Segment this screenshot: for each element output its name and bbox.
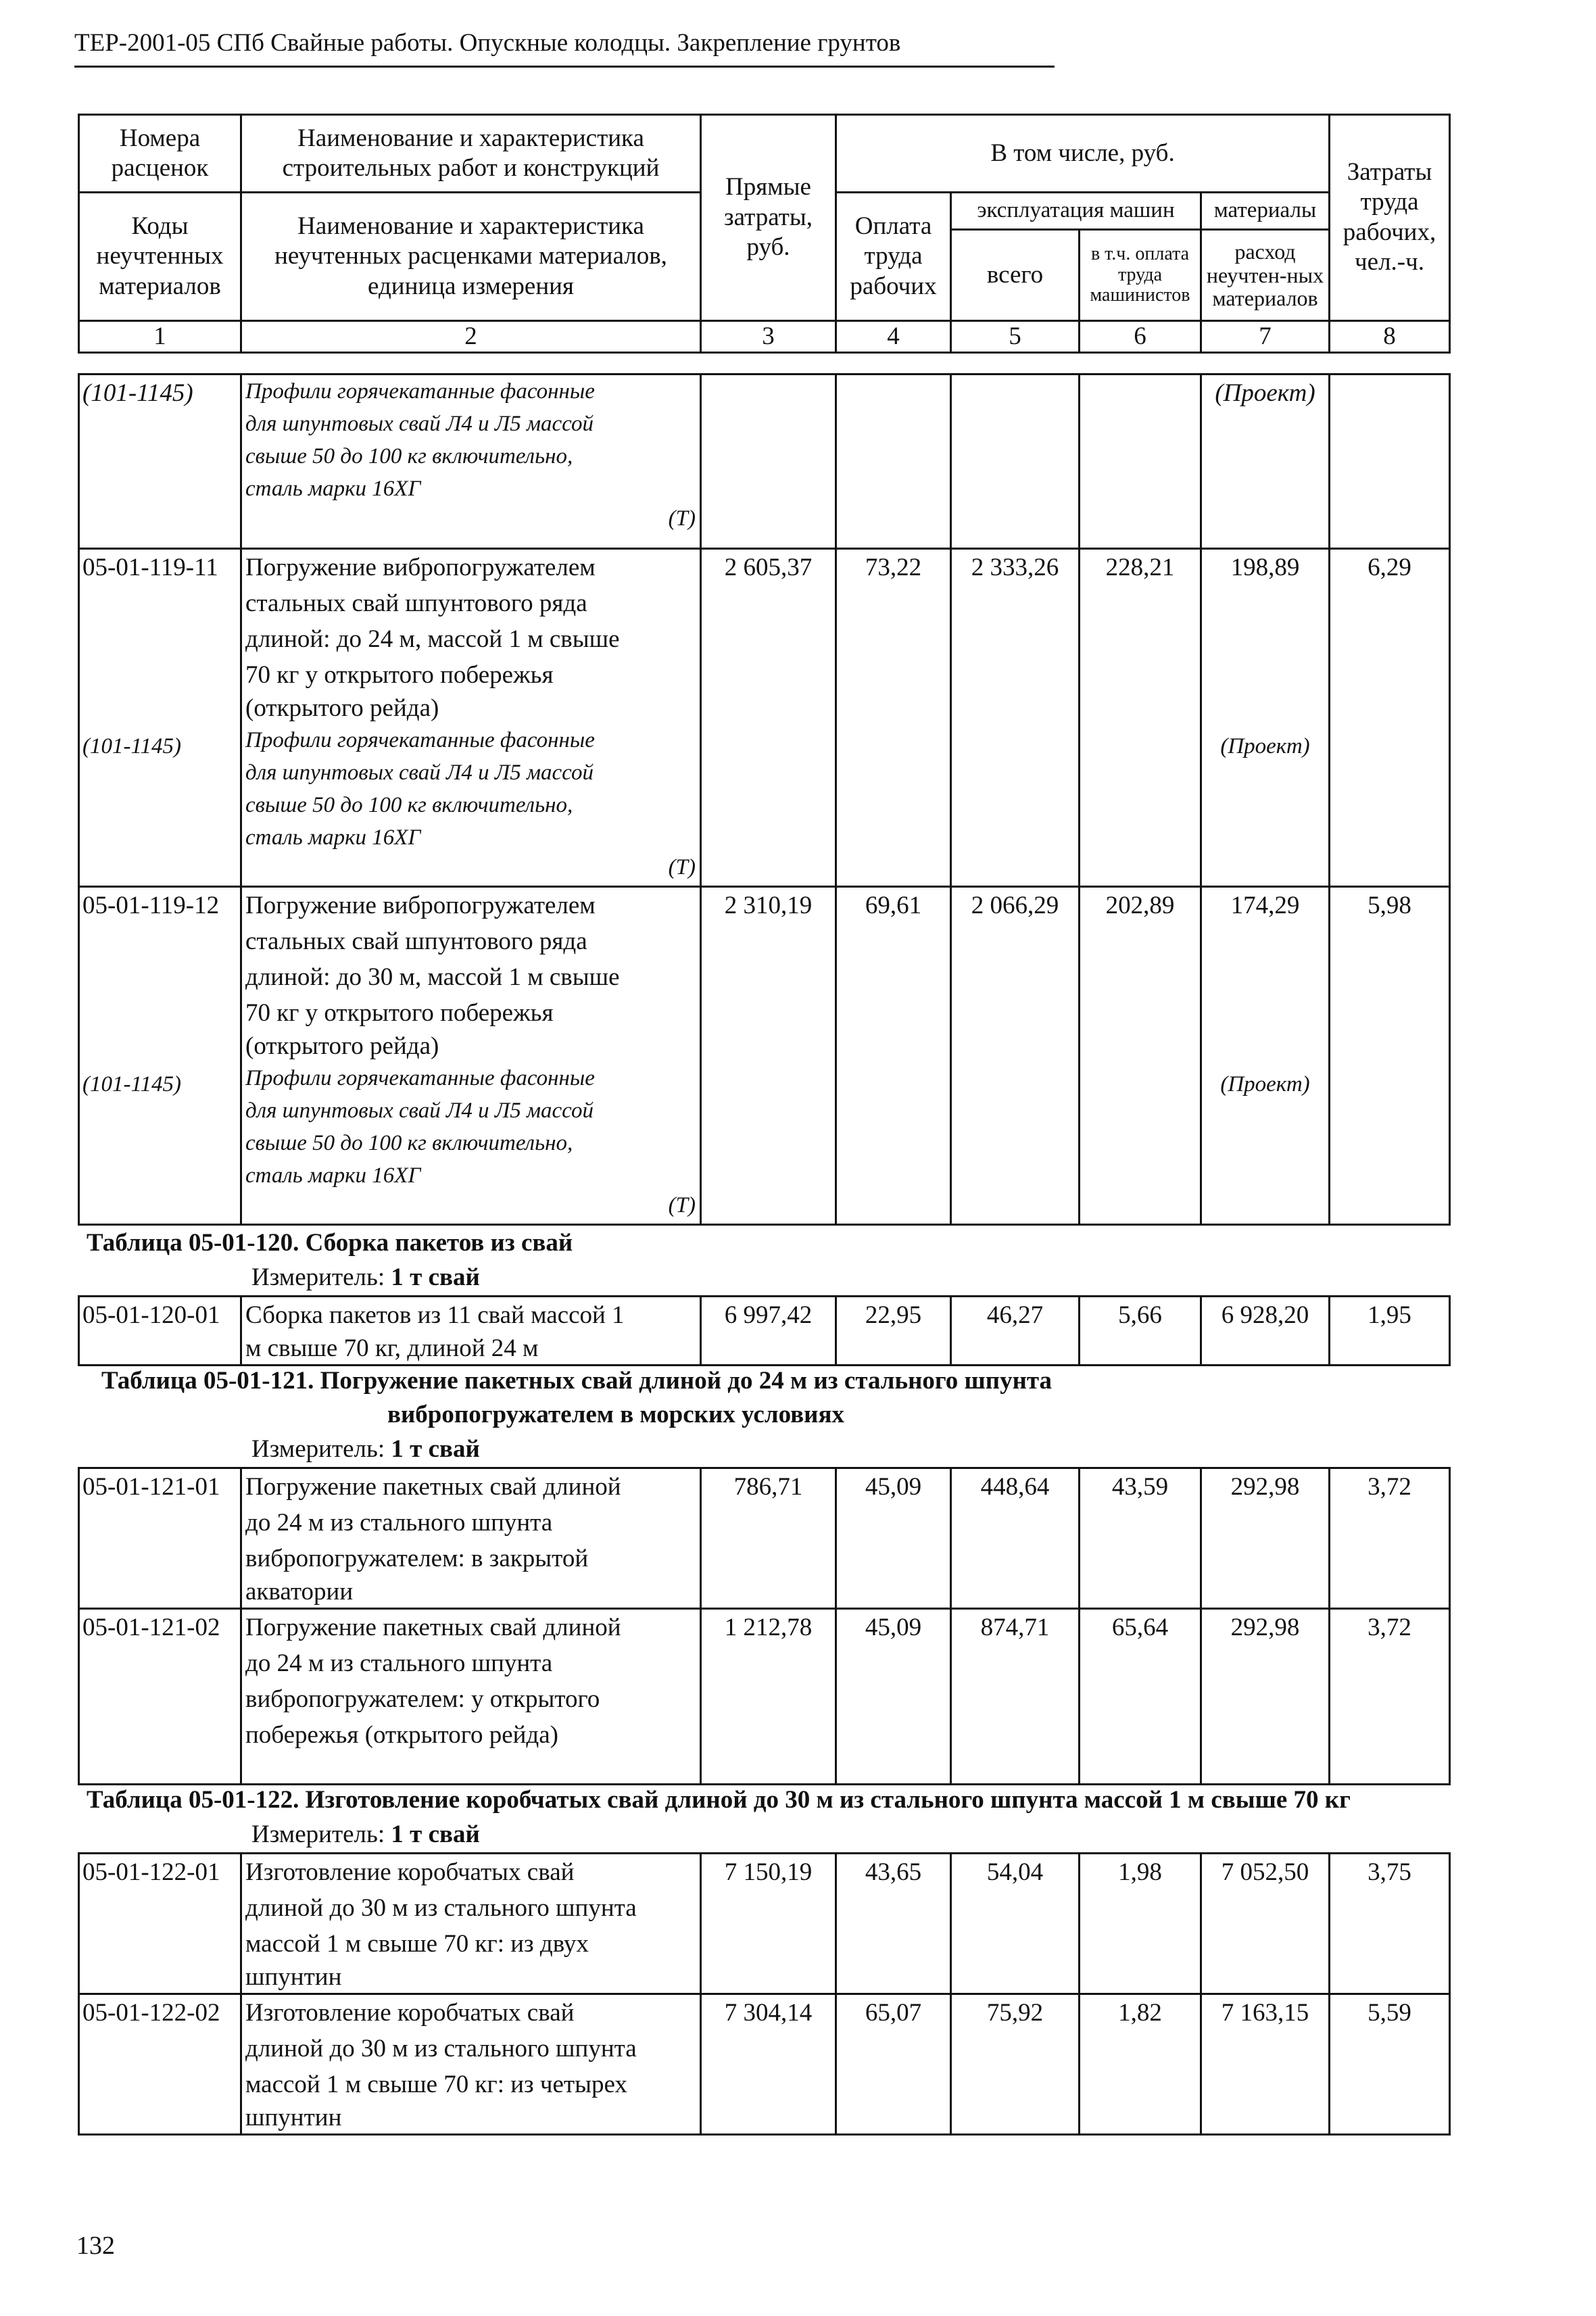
- direct-costs: 1 212,78: [701, 1609, 836, 1785]
- workload: 5,98: [1330, 887, 1450, 1225]
- rate-code: 05-01-120-01: [79, 1297, 241, 1366]
- material-line: Профили горячекатанные фасонные: [245, 379, 595, 404]
- col-num-2: 2: [241, 320, 701, 352]
- machines-total: 448,64: [951, 1468, 1080, 1609]
- operators-pay: 5,66: [1080, 1297, 1201, 1366]
- rate-description: Изготовление коробчатых свай длиной до 30 м из стального шпунта массой 1 м свыше 70 кг: из четырех шпунтин: [241, 1994, 701, 2135]
- operators-pay: 1,82: [1080, 1994, 1201, 2135]
- col-num-7: 7: [1201, 320, 1330, 352]
- material-description: [241, 375, 701, 549]
- machines-total: 75,92: [951, 1994, 1080, 2135]
- workload: 6,29: [1330, 549, 1450, 887]
- header-operators-pay: в т.ч. оплата труда машинистов: [1080, 230, 1201, 321]
- workload: 3,75: [1330, 1854, 1450, 1994]
- materials-cost: 198,89 (Проект): [1201, 549, 1330, 887]
- operators-pay: 202,89: [1080, 887, 1201, 1225]
- machines-total: 874,71: [951, 1609, 1080, 1785]
- table-row: [79, 1297, 1450, 1366]
- page-number: 132: [76, 2231, 115, 2260]
- material-code: (101-1145): [82, 1072, 182, 1096]
- rate-code: 05-01-122-02: [79, 1994, 241, 2135]
- material-line: свыше 50 до 100 кг включительно,: [245, 444, 573, 468]
- materials-cost: 7 163,15: [1201, 1994, 1330, 2135]
- material-mark: (Т): [668, 506, 696, 531]
- rate-description: Изготовление коробчатых свай длиной до 30 м из стального шпунта массой 1 м свыше 70 кг: из двух шпунтин: [241, 1854, 701, 1994]
- machines-total: 46,27: [951, 1297, 1080, 1366]
- header-materials: материалы: [1201, 193, 1330, 230]
- table-row: [79, 1994, 1450, 2135]
- col-num-1: 1: [79, 320, 241, 352]
- table-row: [79, 549, 1450, 887]
- rate-code: 05-01-122-01: [79, 1854, 241, 1994]
- workload: 1,95: [1330, 1297, 1450, 1366]
- labor-pay: 22,95: [836, 1297, 951, 1366]
- material-line: для шпунтовых свай Л4 и Л5 массой: [245, 412, 594, 436]
- table-row: [79, 1468, 1450, 1609]
- operators-pay: 43,59: [1080, 1468, 1201, 1609]
- operators-pay: 1,98: [1080, 1854, 1201, 1994]
- table-121-measure: Измеритель: 1 т свай: [251, 1435, 480, 1463]
- direct-costs: 7 150,19: [701, 1854, 836, 1994]
- header-machines-total: всего: [951, 230, 1080, 321]
- rate-description: Погружение пакетных свай длиной до 24 м из стального шпунта вибропогружателем: у открытого побережья (открытого рейда): [241, 1609, 701, 1785]
- table-row: [79, 887, 1450, 1225]
- rate-description: Погружение вибропогружателем стальных свай шпунтового ряда длиной: до 30 м, массой 1 м свыше 70 кг у открытого побережья (открытого рейда) Профили горячекатанные фасонные для шпунтовых свай Л4 и Л5 массой свыше 50 до 100 кг включительно, сталь марки 16ХГ (Т): [241, 887, 701, 1225]
- table-119-continuation: [78, 373, 1451, 1226]
- table-121-title-line2: вибропогружателем в морских условиях: [387, 1401, 844, 1428]
- rate-code: 05-01-121-02: [79, 1609, 241, 1785]
- direct-costs: 7 304,14: [701, 1994, 836, 2135]
- column-header-table: [78, 114, 1451, 354]
- table-row: [79, 1609, 1450, 1785]
- materials-cost: 292,98: [1201, 1468, 1330, 1609]
- operators-pay: 65,64: [1080, 1609, 1201, 1785]
- rate-description: Погружение вибропогружателем стальных свай шпунтового ряда длиной: до 24 м, массой 1 м свыше 70 кг у открытого побережья (открытого рейда) Профили горячекатанные фасонные для шпунтовых свай Л4 и Л5 массой свыше 50 до 100 кг включительно, сталь марки 16ХГ (Т): [241, 549, 701, 887]
- workload: 3,72: [1330, 1468, 1450, 1609]
- table-120-measure: Измеритель: 1 т свай: [251, 1263, 480, 1291]
- materials-cost: 174,29 (Проект): [1201, 887, 1330, 1225]
- machines-total: 54,04: [951, 1854, 1080, 1994]
- header-machines: эксплуатация машин: [951, 193, 1201, 230]
- table-120-title: Таблица 05-01-120. Сборка пакетов из свай: [87, 1229, 573, 1257]
- materials-cost: 6 928,20: [1201, 1297, 1330, 1366]
- col-num-5: 5: [951, 320, 1080, 352]
- col-num-4: 4: [836, 320, 951, 352]
- header-including: В том числе, руб.: [836, 115, 1330, 193]
- running-head: ТЕР-2001-05 СПб Свайные работы. Опускные колодцы. Закрепление грунтов: [74, 28, 1055, 68]
- labor-pay: 65,07: [836, 1994, 951, 2135]
- header-material-codes: Коды неучтенных материалов: [79, 193, 241, 321]
- header-work-name: Наименование и характеристика строительных работ и конструкций: [241, 115, 701, 193]
- labor-pay: 73,22: [836, 549, 951, 887]
- direct-costs: 786,71: [701, 1468, 836, 1609]
- machines-total: 2 333,26: [951, 549, 1080, 887]
- table-row: [79, 1854, 1450, 1994]
- labor-pay: 43,65: [836, 1854, 951, 1994]
- header-material-name: Наименование и характеристика неучтенных расценками материалов, единица измерения: [241, 193, 701, 321]
- operators-pay: 228,21: [1080, 549, 1201, 887]
- rate-code: 05-01-121-01: [79, 1468, 241, 1609]
- table-122-title: Таблица 05-01-122. Изготовление коробчатых свай длиной до 30 м из стального шпунта массой 1 м свыше 70 кг: [87, 1786, 1351, 1814]
- table-120: [78, 1295, 1451, 1366]
- rate-description: Сборка пакетов из 11 свай массой 1 м свыше 70 кг, длиной 24 м: [241, 1297, 701, 1366]
- header-materials-consumption: расход неучтен-ных материалов: [1201, 230, 1330, 321]
- materials-cost: 7 052,50: [1201, 1854, 1330, 1994]
- labor-pay: 45,09: [836, 1468, 951, 1609]
- header-rate-numbers: Номера расценок: [79, 115, 241, 193]
- labor-pay: 69,61: [836, 887, 951, 1225]
- material-code: (101-1145): [79, 375, 241, 549]
- direct-costs: 2 310,19: [701, 887, 836, 1225]
- header-labor-pay: Оплата труда рабочих: [836, 193, 951, 321]
- col-num-8: 8: [1330, 320, 1450, 352]
- direct-costs: 2 605,37: [701, 549, 836, 887]
- col-num-3: 3: [701, 320, 836, 352]
- table-122: [78, 1852, 1451, 2136]
- table-121-title: Таблица 05-01-121. Погружение пакетных свай длиной до 24 м из стального шпунта: [101, 1367, 1053, 1395]
- header-workload: Затраты труда рабочих, чел.-ч.: [1330, 115, 1450, 321]
- rate-code: 05-01-119-11 (101-1145): [79, 549, 241, 887]
- material-code: (101-1145): [82, 734, 182, 758]
- workload: 5,59: [1330, 1994, 1450, 2135]
- table-122-measure: Измеритель: 1 т свай: [251, 1820, 480, 1848]
- rate-description: Погружение пакетных свай длиной до 24 м из стального шпунта вибропогружателем: в закрытой акватории: [241, 1468, 701, 1609]
- header-direct-costs: Прямые затраты, руб.: [701, 115, 836, 321]
- rate-code: 05-01-119-12 (101-1145): [79, 887, 241, 1225]
- machines-total: 2 066,29: [951, 887, 1080, 1225]
- table-row: [79, 375, 1450, 549]
- materials-cost: 292,98: [1201, 1609, 1330, 1785]
- material-price: (Проект): [1201, 375, 1330, 549]
- labor-pay: 45,09: [836, 1609, 951, 1785]
- workload: 3,72: [1330, 1609, 1450, 1785]
- material-line: сталь марки 16ХГ: [245, 477, 421, 501]
- table-121: [78, 1467, 1451, 1785]
- col-num-6: 6: [1080, 320, 1201, 352]
- direct-costs: 6 997,42: [701, 1297, 836, 1366]
